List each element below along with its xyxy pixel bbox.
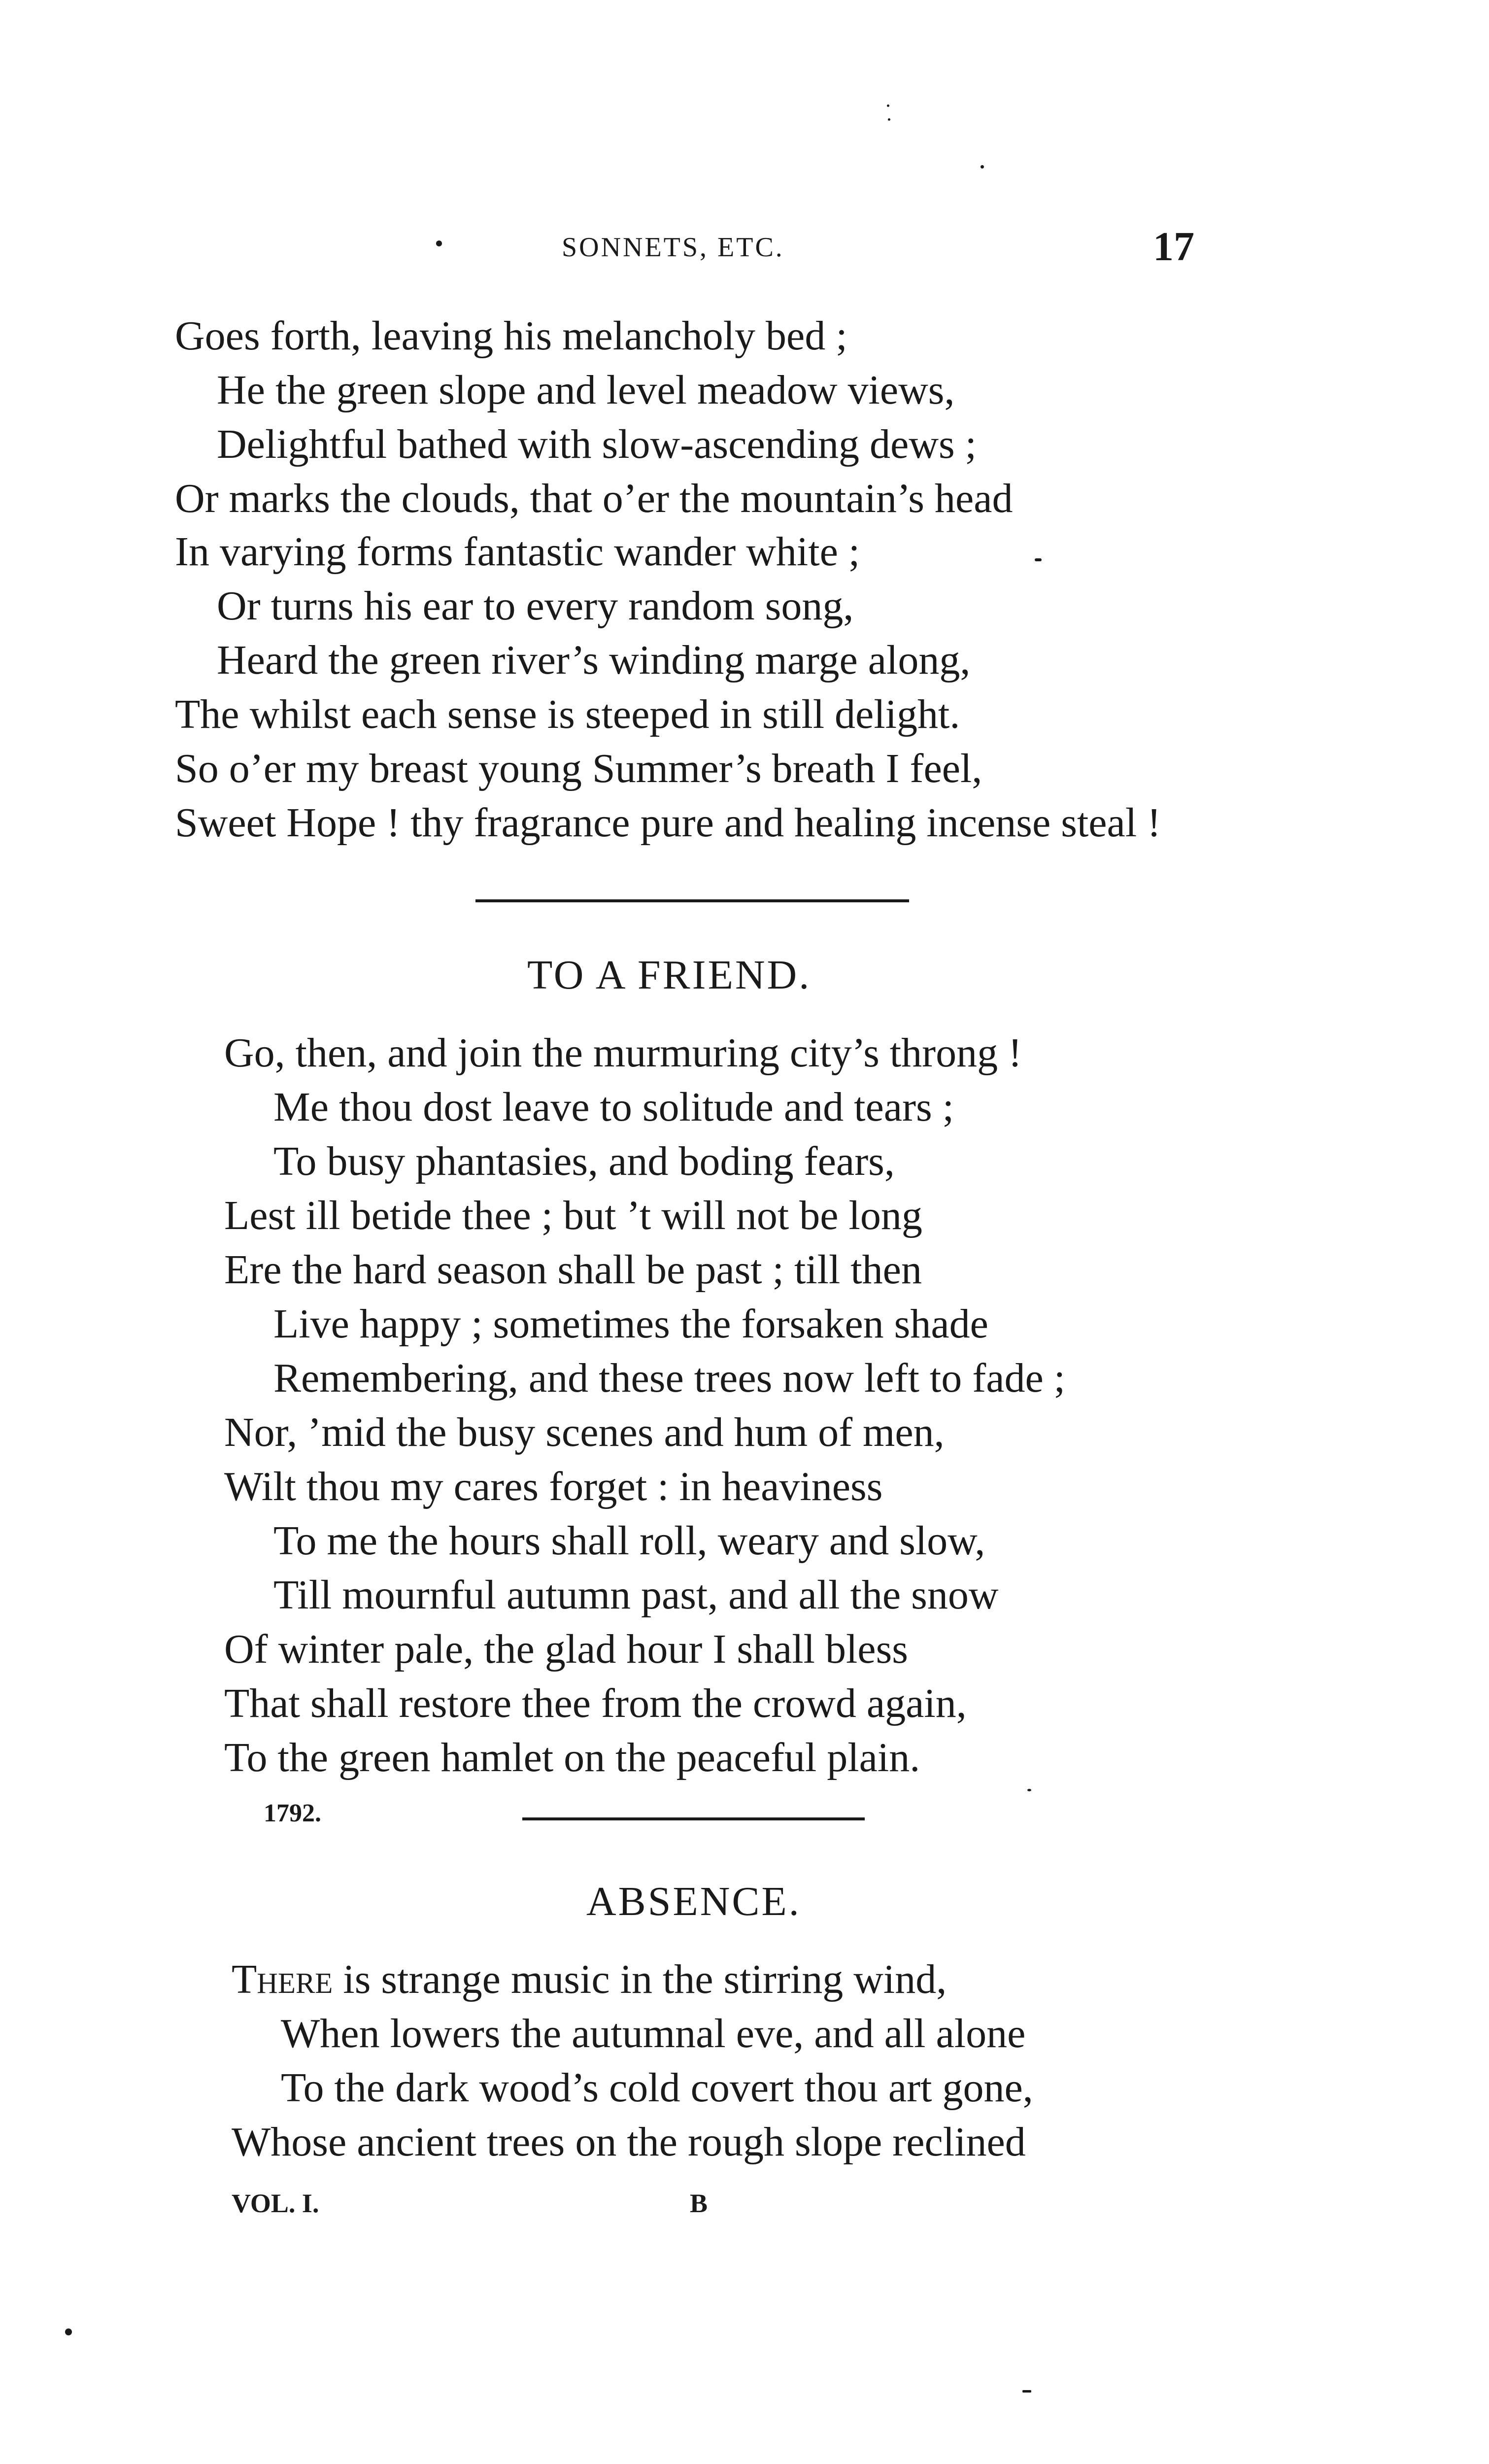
poem-line: Delightful bathed with slow-ascending dews ; [217,421,977,467]
poem-line: He the green slope and level meadow views, [217,367,955,413]
poem-line [232,1956,947,2002]
poem-line: Lest ill betide thee ; but ’t will not be long [224,1193,922,1238]
poem-line: Till mournful autumn past, and all the snow [273,1572,999,1618]
poem-line: When lowers the autumnal eve, and all alone [281,2011,1026,2056]
poem-line: Me thou dost leave to solitude and tears ; [273,1084,954,1130]
page-speck [887,104,889,107]
page-speck [1035,558,1042,561]
poem-line: Goes forth, leaving his melancholy bed ; [175,313,847,359]
poem-title: ABSENCE. [586,1879,801,1924]
poem-line: Go, then, and join the murmuring city’s throng ! [224,1030,1022,1076]
page-speck [981,165,984,169]
poem-line: That shall restore thee from the crowd again, [224,1680,967,1726]
page-number: 17 [1153,224,1194,270]
poem-line: The whilst each sense is steeped in still delight. [175,691,960,737]
poem-line: To the dark wood’s cold covert thou art gone, [281,2065,1033,2111]
signature-mark: B [690,2189,708,2218]
poem-line: Nor, ’mid the busy scenes and hum of men, [224,1409,945,1455]
poem-line: Whose ancient trees on the rough slope reclined [232,2119,1026,2165]
poem-line: Wilt thou my cares forget : in heaviness [224,1464,883,1509]
header-dot [436,240,442,246]
poem-date: 1792. [264,1799,321,1827]
poem-line: Or turns his ear to every random song, [217,583,854,629]
poem-line: Heard the green river’s winding marge along, [217,637,971,683]
poem-line: Sweet Hope ! thy fragrance pure and healing incense steal ! [175,800,1161,846]
poem-line: To busy phantasies, and boding fears, [273,1138,895,1184]
poem-opening-word: There [232,1956,333,2002]
page-speck [1022,2390,1031,2393]
poem-line: Remembering, and these trees now left to fade ; [273,1355,1066,1401]
page-speck [888,118,890,121]
poem-line-text: is strange music in the stirring wind, [333,1956,947,2002]
poem-line: In varying forms fantastic wander white ; [175,529,860,575]
running-head: SONNETS, ETC. [562,232,784,263]
page-speck [1027,1789,1031,1791]
volume-mark: VOL. I. [232,2189,319,2218]
poem-line: Of winter pale, the glad hour I shall bless [224,1626,908,1672]
poem-line: Ere the hard season shall be past ; till then [224,1247,922,1293]
poem-title: TO A FRIEND. [527,952,812,998]
poem-line: Live happy ; sometimes the forsaken shade [273,1301,988,1347]
poem-line: Or marks the clouds, that o’er the mountain’s head [175,476,1013,521]
poem-line: To the green hamlet on the peaceful plain. [224,1735,920,1780]
section-divider [522,1817,865,1820]
poem-line: So o’er my breast young Summer’s breath I feel, [175,746,982,791]
poem-line: To me the hours shall roll, weary and slow, [273,1518,985,1564]
section-divider [475,899,909,902]
page-speck [65,2328,72,2335]
